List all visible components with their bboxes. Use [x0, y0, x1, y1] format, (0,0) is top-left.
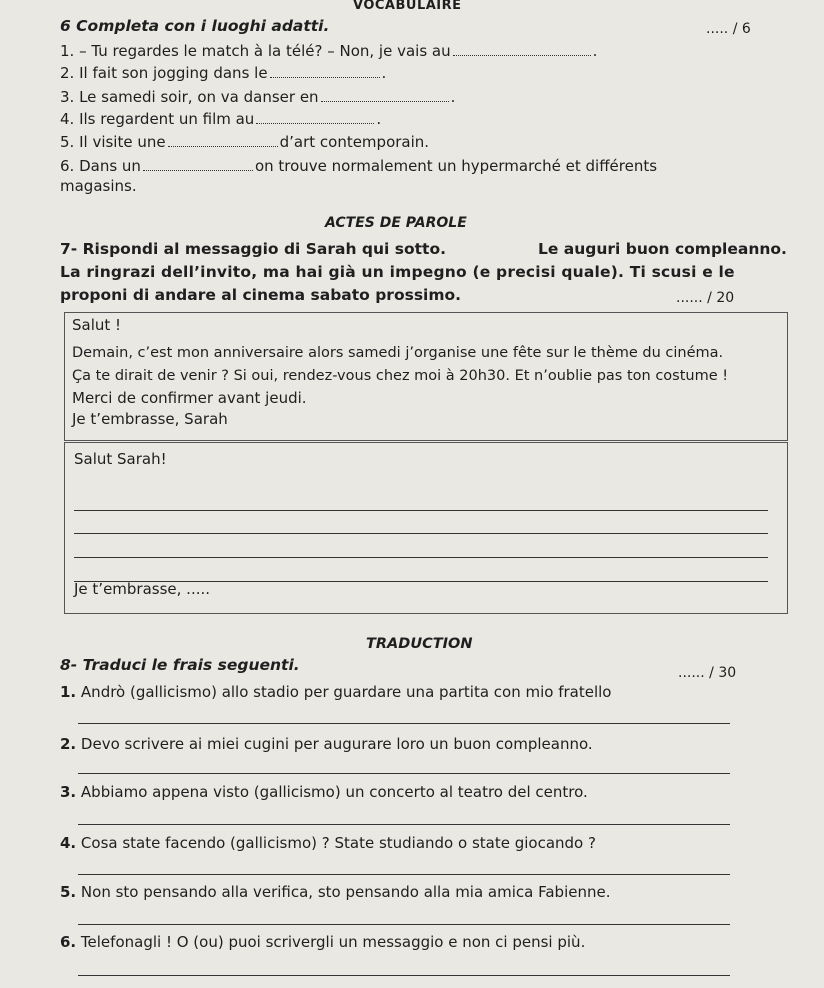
vocab-item-1: 1. – Tu regardes le match à la télé? – Non, je vais au .	[60, 42, 598, 60]
sarah-signoff: Je t’embrasse, Sarah	[72, 410, 228, 428]
traduction-title: 8- Traduci le frais seguenti.	[60, 656, 300, 674]
actes-instruction-1: 7- Rispondi al messaggio di Sarah qui sotto.	[60, 240, 446, 258]
trad-item-2: 2. Devo scrivere ai miei cugini per augurare loro un buon compleanno.	[60, 735, 593, 753]
trad-answer-line-5[interactable]	[78, 924, 730, 925]
reply-line-1[interactable]	[74, 510, 768, 511]
reply-line-2[interactable]	[74, 533, 768, 534]
vocab-score: ..... / 6	[706, 21, 751, 37]
trad-answer-line-3[interactable]	[78, 824, 730, 825]
trad-answer-line-2[interactable]	[78, 773, 730, 774]
trad-item-1: 1. Andrò (gallicismo) allo stadio per guardare una partita con mio fratello	[60, 683, 612, 701]
traduction-score: ...... / 30	[678, 665, 737, 681]
vocab-header: VOCABULAIRE	[353, 0, 462, 13]
trad-answer-line-4[interactable]	[78, 874, 730, 875]
blank-1[interactable]	[453, 45, 591, 56]
vocab-item-6-cont: magasins.	[60, 177, 137, 195]
trad-answer-line-6[interactable]	[78, 975, 730, 976]
traduction-header: TRADUCTION	[366, 636, 473, 652]
sarah-line-2: Ça te dirait de venir ? Si oui, rendez-vous chez moi à 20h30. Et n’oublie pas ton costume !	[72, 368, 729, 384]
reply-signoff: Je t’embrasse, .....	[74, 580, 211, 598]
sarah-greeting: Salut !	[72, 316, 122, 334]
blank-5[interactable]	[168, 136, 278, 147]
vocab-item-2: 2. Il fait son jogging dans le .	[60, 64, 387, 82]
trad-item-5: 5. Non sto pensando alla verifica, sto pensando alla mia amica Fabienne.	[60, 883, 611, 901]
vocab-title: 6 Completa con i luoghi adatti.	[60, 17, 330, 35]
vocab-item-4: 4. Ils regardent un film au .	[60, 110, 382, 128]
actes-score: ...... / 20	[676, 290, 735, 306]
sarah-line-3: Merci de confirmer avant jeudi.	[72, 389, 307, 407]
vocab-item-6: 6. Dans un on trouve normalement un hypermarché et différents	[60, 157, 658, 175]
blank-6[interactable]	[143, 160, 253, 171]
actes-header: ACTES DE PAROLE	[325, 215, 467, 231]
trad-item-6: 6. Telefonagli ! O (ou) puoi scrivergli un messaggio e non ci pensi più.	[60, 933, 586, 951]
sarah-line-1: Demain, c’est mon anniversaire alors samedi j’organise une fête sur le thème du cinéma.	[72, 345, 724, 361]
actes-instruction-2: La ringrazi dell’invito, ma hai già un impegno (e precisi quale). Ti scusi e le	[60, 263, 735, 281]
trad-item-3: 3. Abbiamo appena visto (gallicismo) un concerto al teatro del centro.	[60, 783, 588, 801]
reply-greeting: Salut Sarah!	[74, 450, 167, 468]
vocab-item-5: 5. Il visite une d’art contemporain.	[60, 133, 430, 151]
actes-instruction-3: proponi di andare al cinema sabato prossimo.	[60, 286, 462, 304]
reply-line-3[interactable]	[74, 557, 768, 558]
trad-answer-line-1[interactable]	[78, 723, 730, 724]
trad-item-4: 4. Cosa state facendo (gallicismo) ? State studiando o state giocando ?	[60, 834, 596, 852]
vocab-item-3: 3. Le samedi soir, on va danser en .	[60, 88, 456, 106]
actes-instruction-1b: Le auguri buon compleanno.	[538, 240, 787, 258]
blank-2[interactable]	[270, 67, 380, 78]
blank-3[interactable]	[321, 91, 449, 102]
blank-4[interactable]	[256, 113, 374, 124]
